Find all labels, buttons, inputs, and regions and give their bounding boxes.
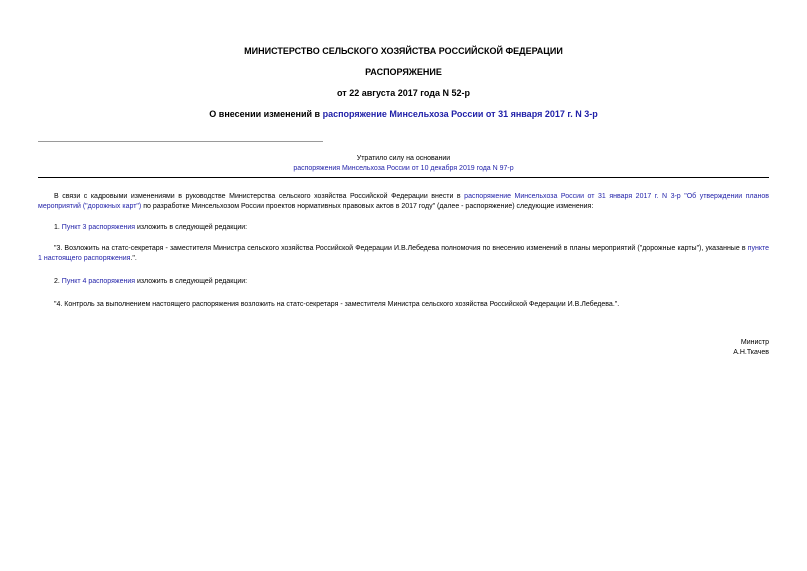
paragraph-intro — [38, 192, 769, 212]
intro-link[interactable]: распоряжение Минсельхоза России от 31 января 2017 г. N 3-р "Об утверждении планов мероприятий ("дорожных карт") — [38, 193, 769, 210]
clause-3-text: "3. Возложить на статс-секретаря - заместителя Министра сельского хозяйства Российской Федерации И.В.Лебедева полномочия по внесению изменений в планы мероприятий ("дорожные карты"), указанные в — [54, 245, 748, 252]
intro-text-end: по разработке Минсельхозом России проектов нормативных правовых актов в 2017 году" (далее - распоряжение) следующие изменения: — [141, 203, 594, 210]
document-subject — [0, 109, 807, 119]
item-1-link[interactable]: Пункт 3 распоряжения — [61, 224, 136, 231]
item-2-number: 2. — [54, 278, 62, 285]
item-1-text: изложить в следующей редакции: — [135, 224, 248, 231]
intro-text: В связи с кадровыми изменениями в руководстве Министерства сельского хозяйства Российской Федерации внести в — [54, 193, 465, 200]
paragraph-item-2 — [38, 277, 769, 287]
divider-long — [38, 177, 769, 178]
subject-link[interactable]: распоряжение Минсельхоза России от 31 января 2017 г. N 3-р — [322, 109, 598, 119]
clause-3-link[interactable]: пункте 1 настоящего распоряжения — [38, 245, 769, 262]
clause-3-end: .". — [130, 255, 137, 262]
item-2-link[interactable]: Пункт 4 распоряжения — [61, 278, 136, 285]
title-block — [0, 46, 807, 119]
void-note-link[interactable]: распоряжения Минсельхоза России от 10 декабря 2019 года N 97-р — [293, 165, 514, 172]
document-date: от 22 августа 2017 года N 52-р — [337, 88, 470, 98]
paragraph-clause-4: "4. Контроль за выполнением настоящего распоряжения возложить на статс-секретаря - заместителя Министра сельского хозяйства Российской Федерации И.В.Лебедева.". — [54, 301, 620, 308]
paragraph-clause-3 — [38, 244, 769, 264]
void-note — [0, 154, 807, 174]
signatory-title: Министр — [740, 339, 769, 346]
subject-prefix: О внесении изменений в — [209, 109, 323, 119]
ministry-heading: МИНИСТЕРСТВО СЕЛЬСКОГО ХОЗЯЙСТВА РОССИЙСКОЙ ФЕДЕРАЦИИ — [244, 46, 563, 56]
item-1-number: 1. — [54, 224, 62, 231]
document-type: РАСПОРЯЖЕНИЕ — [365, 67, 442, 77]
item-2-text: изложить в следующей редакции: — [135, 278, 248, 285]
divider-short — [38, 141, 323, 142]
signatory-name: А.Н.Ткачев — [733, 349, 769, 356]
document-body — [38, 192, 769, 310]
paragraph-item-1 — [38, 223, 769, 233]
void-note-text: Утратило силу на основании — [356, 155, 451, 162]
signature-block — [733, 338, 769, 358]
